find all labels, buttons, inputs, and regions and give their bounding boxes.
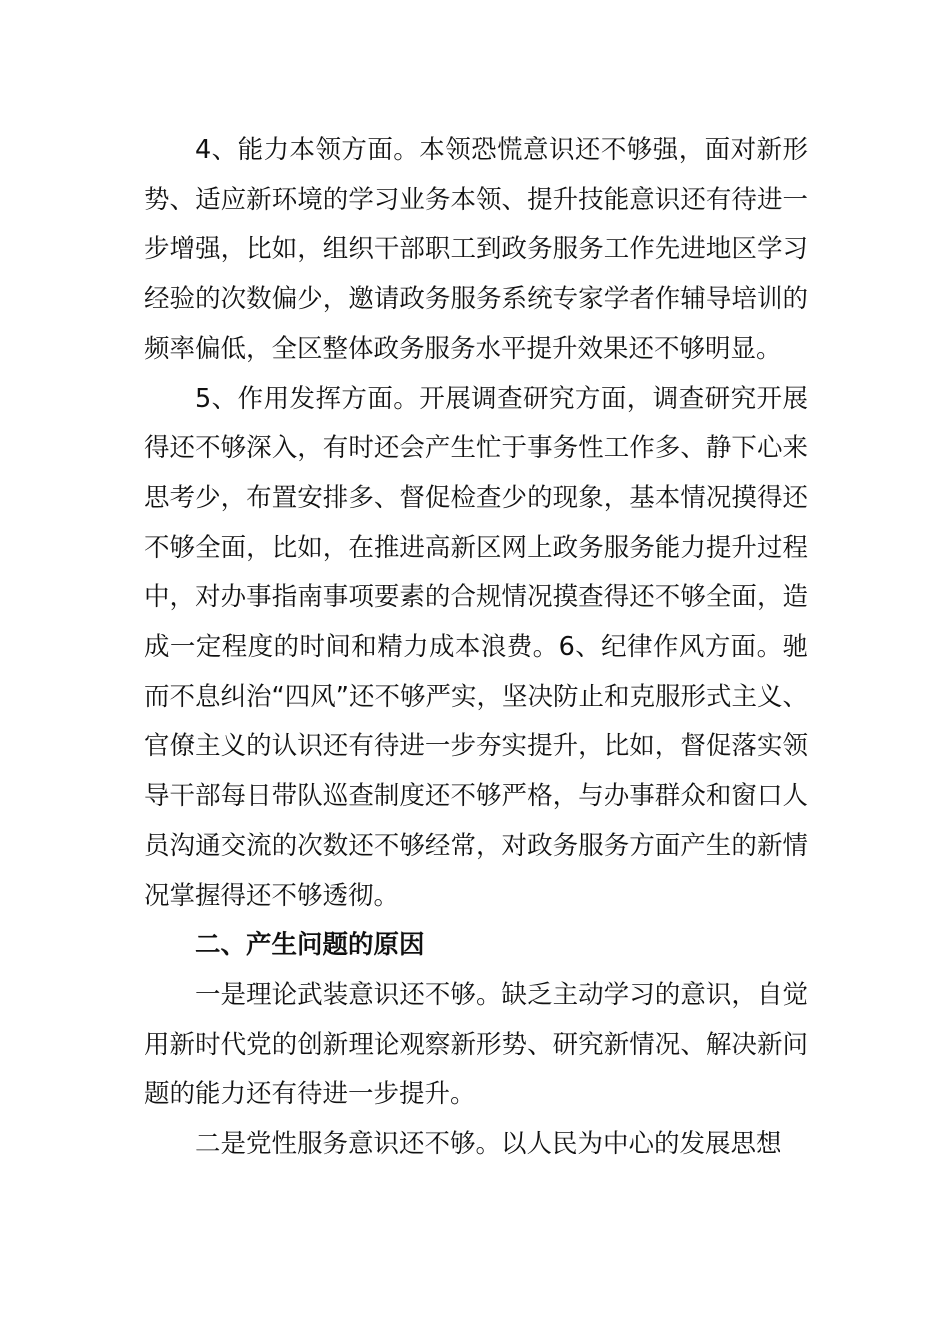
section-heading-causes: 二、产生问题的原因 [195, 930, 425, 961]
paragraph-party-service: 二是党性服务意识还不够。以人民为中心的发展思想 [195, 1129, 782, 1160]
document-body [144, 126, 808, 1170]
paragraph-theory-awareness: 一是理论武装意识还不够。缺乏主动学习的意识，自觉用新时代党的创新理论观察新形势、研究新情况、解决新问题的能力还有待进一步提升。 [144, 979, 808, 1110]
paragraph-role-and-discipline: 5、作用发挥方面。开展调查研究方面，调查研究开展得还不够深入，有时还会产生忙于事务性工作多、静下心来思考少，布置安排多、督促检查少的现象，基本情况摸得还不够全面，比如，在推进高新区网上政务服务能力提升过程中，对办事指南事项要素的合规情况摸查得还不够全面，造成一定程度的时间和精力成本浪费。6、纪律作风方面。驰而不息纠治“四风”还不够严实，坚决防止和克服形式主义、官僚主义的认识还有待进一步夯实提升，比如，督促落实领导干部每日带队巡查制度还不够严格，与办事群众和窗口人员沟通交流的次数还不够经常，对政务服务方面产生的新情况掌握得还不够透彻。 [144, 383, 808, 911]
paragraph-capability: 4、能力本领方面。本领恐慌意识还不够强，面对新形势、适应新环境的学习业务本领、提升技能意识还有待进一步增强，比如，组织干部职工到政务服务工作先进地区学习经验的次数偏少，邀请政务服务系统专家学者作辅导培训的频率偏低，全区整体政务服务水平提升效果还不够明显。 [144, 135, 808, 364]
